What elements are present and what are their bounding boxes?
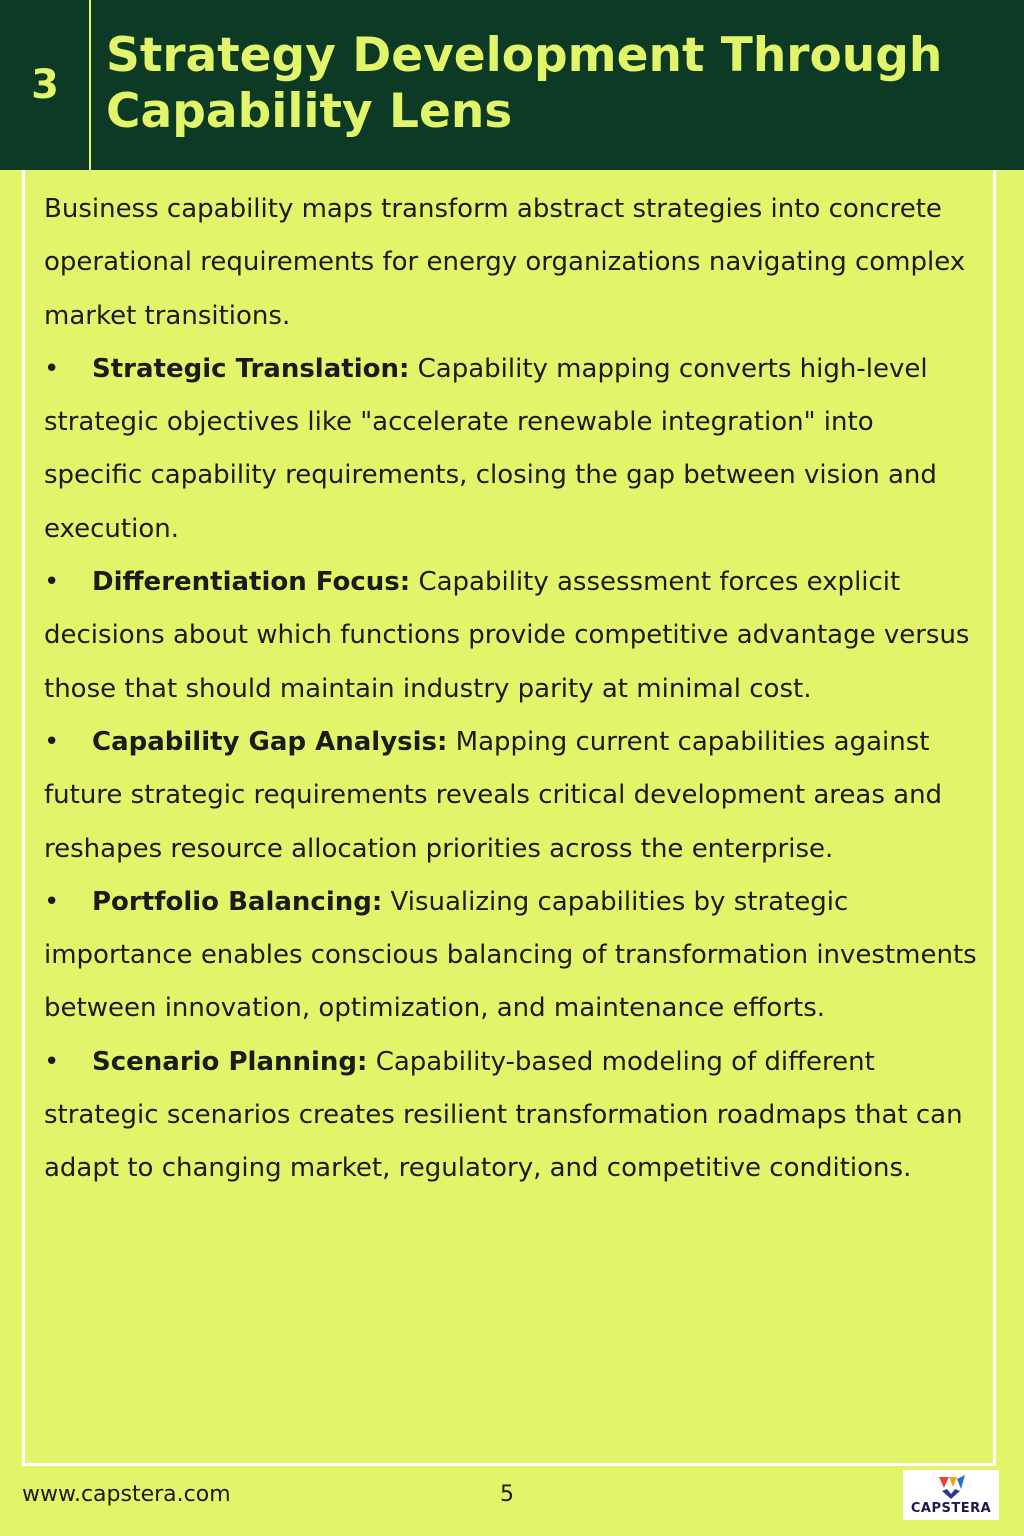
page-number: 5 (500, 1482, 514, 1507)
capstera-logo-icon (933, 1473, 969, 1501)
bullet-marker: • (44, 1046, 60, 1077)
bullet-item-strategic-translation (44, 343, 979, 556)
bullet-marker: • (44, 567, 60, 598)
bullet-marker: • (44, 886, 60, 917)
bullet-label: Portfolio Balancing: (92, 886, 383, 917)
bullet-marker: • (44, 726, 60, 757)
bullet-text: Capability-based modeling of different strategic scenarios creates resilient transformation roadmaps that can adapt to changing market, regulatory, and competitive conditions. (44, 1046, 963, 1184)
bullet-text: Capability mapping converts high-level strategic objectives like "accelerate renewable integration" into specific capability requirements, closing the gap between vision and execution. (44, 353, 937, 544)
bullet-text: Mapping current capabilities against future strategic requirements reveals critical development areas and reshapes resource allocation priorities across the enterprise. (44, 726, 943, 864)
bullet-label: Differentiation Focus: (92, 567, 411, 598)
bullet-text: Visualizing capabilities by strategic importance enables conscious balancing of transformation investments between innovation, optimization, and maintenance efforts. (44, 886, 977, 1024)
page-header (0, 0, 1024, 170)
bullet-item-capability-gap-analysis (44, 716, 979, 876)
bullet-label: Capability Gap Analysis: (92, 726, 448, 757)
bullet-item-portfolio-balancing (44, 876, 979, 1036)
bullet-list (44, 343, 979, 1196)
header-divider (89, 0, 91, 170)
logo-text: CAPSTERA (910, 1501, 992, 1516)
footer-url[interactable]: www.capstera.com (22, 1482, 231, 1507)
bullet-item-scenario-planning (44, 1036, 979, 1196)
bullet-item-differentiation-focus (44, 556, 979, 716)
bullet-label: Scenario Planning: (92, 1046, 368, 1077)
bullet-text: Capability assessment forces explicit decisions about which functions provide competitive advantage versus those that should maintain industry parity at minimal cost. (44, 567, 970, 704)
section-number: 3 (31, 62, 59, 108)
page-title: Strategy Development Through Capability Lens (106, 28, 943, 139)
bullet-marker: • (44, 353, 60, 384)
intro-paragraph: Business capability maps transform abstract strategies into concrete operational requirements for energy organizations navigating complex market transitions. (44, 194, 966, 331)
content-body (44, 183, 979, 1196)
capstera-logo (903, 1470, 999, 1520)
bullet-label: Strategic Translation: (92, 353, 410, 384)
